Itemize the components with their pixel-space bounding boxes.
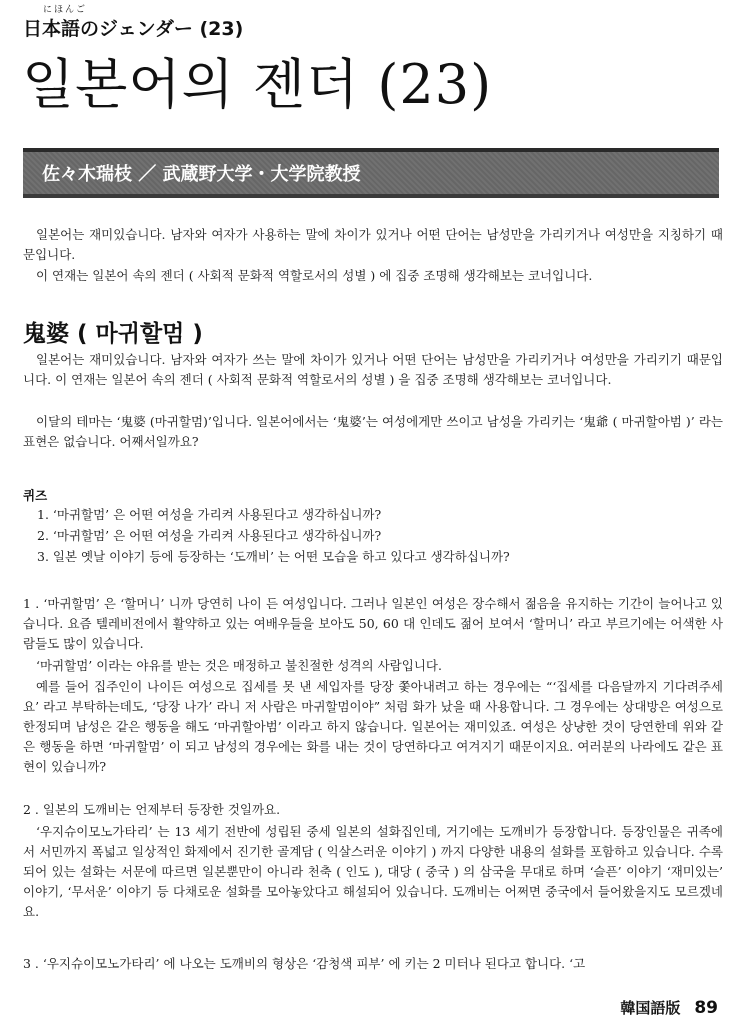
answer-2-paragraph-2: ‘우지슈이모노가타리’ 는 13 세기 전반에 성립된 중세 일본의 설화집인데, 거기에는 도깨비가 등장합니다. 등장인물은 귀족에서 서민까지 폭넓고 일상적인 화제에서 진기한 골계담 ( 익살스러운 이야기 ) 까지 다양한 내용의 설화를 포함하고 있습니다. 수록되어 있는 설화는 서문에 따르면 일본뿐만이 아니라 천축 ( 인도 ), 대당 ( 중국 ) 의 삼국을 무대로 하며 ‘슬픈’ 이야기 ‘재미있는’ 이야기, ‘무서운’ 이야기 등 다채로운 설화를 모아놓았다고 해설되어 있습니다. 도깨비는 어쩌면 중국에서 들어왔을지도 모르겠네요. [23,824,723,919]
section-heading: 鬼婆 ( 마귀할멈 ) [23,321,203,347]
furigana-reading: にほんご [43,5,88,15]
section-paragraph-1: 일본어는 재미있습니다. 남자와 여자가 쓰는 말에 차이가 있거나 어떤 단어는 남성만을 가리키거나 여성만을 가리키기 때문입니다. 이 연재는 일본어 속의 젠더 ( 사회적 문화적 역할로서의 성별 ) 을 집중 조명해 생각해보는 코너입니다. [23,352,723,387]
intro-paragraph-1: 일본어는 재미있습니다. 남자와 여자가 사용하는 말에 차이가 있거나 어떤 단어는 남성만을 가리키거나 여성만을 지칭하기 때문입니다. [23,227,723,262]
answer-1-paragraph-1: 1 . ‘마귀할멈’ 은 ‘할머니’ 니까 당연히 나이 든 여성입니다. 그러나 일본인 여성은 장수해서 젊음을 유지하는 기간이 늘어나고 있습니다. 요즘 텔레비전에서 활약하고 있는 여배우들을 보아도 50, 60 대 인데도 젊어 보여서 ‘할머니’ 라고 부르기에는 어색한 사람들도 많이 있습니다. [23,596,723,651]
quiz-item: 2. ‘마귀할멈’ 은 어떤 여성을 가리켜 사용된다고 생각하십니까? [37,528,382,543]
section-paragraph-2: 이달의 테마는 ‘鬼婆 (마귀할멈)’입니다. 일본어에서는 ‘鬼婆’는 여성에게만 쓰이고 남성을 가리키는 ‘鬼爺 ( 마귀할아범 )’ 라는 표현은 없습니다. 어째서일까요? [23,414,723,449]
intro-paragraph-2: 이 연재는 일본어 속의 젠더 ( 사회적 문화적 역할로서의 성별 ) 에 집중 조명해 생각해보는 코너입니다. [36,268,593,283]
quiz-list [37,504,727,567]
page-title: 일본어의 젠더 (23) [22,53,493,116]
answer-3-paragraph-1: 3 . ‘우지슈이모노가타리’ 에 나오는 도깨비의 형상은 ‘감청색 피부’ 에 키는 2 미터나 된다고 합니다. ‘고 [23,956,586,971]
quiz-item: 1. ‘마귀할멈’ 은 어떤 여성을 가리켜 사용된다고 생각하십니까? [37,507,382,522]
page-number: 89 [694,998,718,1018]
quiz-label: 퀴즈 [23,488,48,503]
author-name: 佐々木瑞枝 ／ 武蔵野大学・大学院教授 [42,164,361,185]
answer-2-paragraph-1: 2 . 일본의 도깨비는 언제부터 등장한 것일까요. [23,802,281,817]
page-footer [620,997,718,1018]
answer-1-paragraph-2: ‘마귀할멈’ 이라는 야유를 받는 것은 매정하고 불친절한 성격의 사람입니다. [36,658,442,673]
magazine-name: 韓国語版 [620,999,681,1017]
answer-1-paragraph-3: 예를 들어 집주인이 나이든 여성으로 집세를 못 낸 세입자를 당장 쫓아내려고 하는 경우에는 “‘집세를 다음달까지 기다려주세요’ 라고 부탁하는데도, ‘당장 나가’ 라니 저 사람은 마귀할멈이야” 처럼 화가 났을 때 사용합니다. 그 경우에는 상대방은 여성으로 한정되며 남성은 같은 행동을 해도 ‘마귀할아범’ 이라고 하지 않습니다. 일본어는 재미있죠. 여성은 상냥한 것이 당연한데 위와 같은 행동을 하면 ‘마귀할멈’ 이 되고 남성의 경우에는 화를 내는 것이 당연하다고 여겨지기 때문이지요. 여러분의 나라에도 같은 표현이 있습니까? [23,679,723,774]
quiz-item: 3. 일본 옛날 이야기 등에 등장하는 ‘도깨비’ 는 어떤 모습을 하고 있다고 생각하십니까? [37,549,510,564]
series-title: 日本語のジェンダー (23) [23,18,244,40]
